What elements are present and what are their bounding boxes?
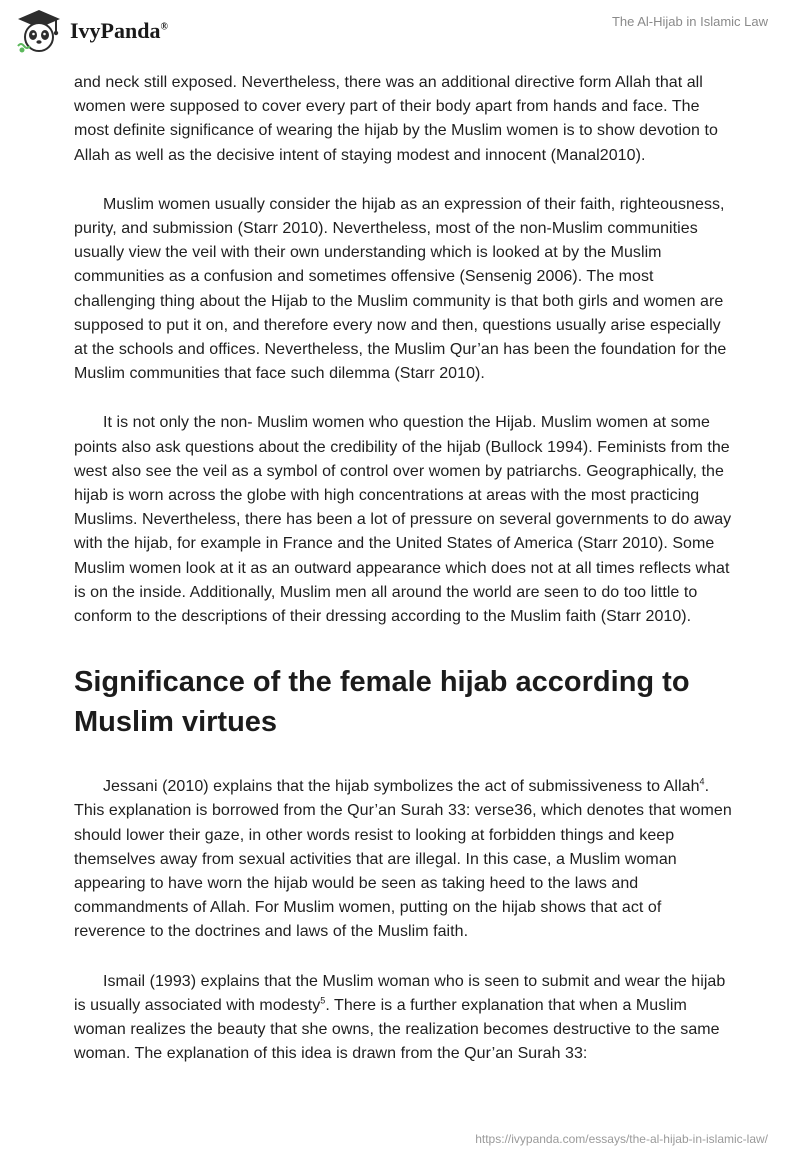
paragraph-continuation: and neck still exposed. Nevertheless, there was an additional directive form Allah that all women were supposed to cover every part of their body apart from hands and face. The most definite significance of wearing the hijab by the Muslim women is to show devotion to Allah as well as the decisive intent of staying modest and innocent (Manal2010). — [74, 74, 718, 164]
page-header — [0, 0, 800, 70]
panda-graduate-icon — [14, 6, 64, 56]
source-url[interactable]: https://ivypanda.com/essays/the-al-hijab-in-islamic-law/ — [475, 1132, 768, 1146]
paragraph-non-muslim-questions: It is not only the non- Muslim women who question the Hijab. Muslim women at some points also ask questions about the credibility of the hijab (Bullock 1994). Feminists from the west also see the veil as a symbol of control over women by patriarchs. Geographically, the hijab is worn across the globe with high concentrations at areas with the most practicing Muslims. Nevertheless, there has been a lot of pressure on several governments to do away with the hijab, for example in France and the United States of America (Starr 2010). Some Muslim women look at it as an outward appearance which does not at all times reflects what is on the inside. Additionally, Muslim men all around the world are seen to do too little to conform to the descriptions of their dressing according to the Muslim faith (Starr 2010). — [74, 414, 732, 626]
paragraph-ismail: Ismail (1993) explains that the Muslim woman who is seen to submit and wear the hijab is usually associated with modesty$^5$. There is a further explanation that when a Muslim woman realizes the beauty that she owns, the realization becomes destructive to the same woman. The explanation of this idea is drawn from the Qur’an Surah 33: — [74, 972, 726, 1063]
essay-body — [74, 71, 734, 1092]
brand-name: IvyPanda® — [70, 18, 168, 43]
footnote-marker-5[interactable]: 5 — [320, 995, 326, 1006]
document-title: The Al-Hijab in Islamic Law — [611, 14, 768, 29]
paragraph-hijab-expression: Muslim women usually consider the hijab as an expression of their faith, righteousness, purity, and submission (Starr 2010). Nevertheless, most of the non-Muslim communities usually view the veil with their own understanding which is looked at by the Muslim communities as a confusion and sometimes offensive (Sensenig 2006). The most challenging thing about the Hijab to the Muslim community is that both girls and women are supposed to put it on, and therefore every now and then, questions usually arise especially at the schools and offices. Nevertheless, the Muslim Qur’an has been the foundation for the Muslim communities that face such dilemma (Starr 2010). — [74, 195, 727, 383]
section-heading: Significance of the female hijab according to Muslim virtues — [74, 666, 690, 739]
brand-logo[interactable] — [14, 6, 168, 56]
paragraph-jessani: Jessani (2010) explains that the hijab symbolizes the act of submissiveness to Allah$^4$. This explanation is borrowed from the Qur’an Surah 33: verse36, which denotes that women should lower their gaze, in other words resist to looking at forbidden things and keep themselves away from sexual activities that are illegal. In this case, a Muslim woman appearing to have worn the hijab would be seen as taking heed to the laws and commandments of Allah. For Muslim women, putting on the hijab shows that act of reverence to the doctrines and laws of the Muslim faith. — [74, 776, 732, 941]
footnote-marker-4[interactable]: 4 — [699, 776, 705, 787]
